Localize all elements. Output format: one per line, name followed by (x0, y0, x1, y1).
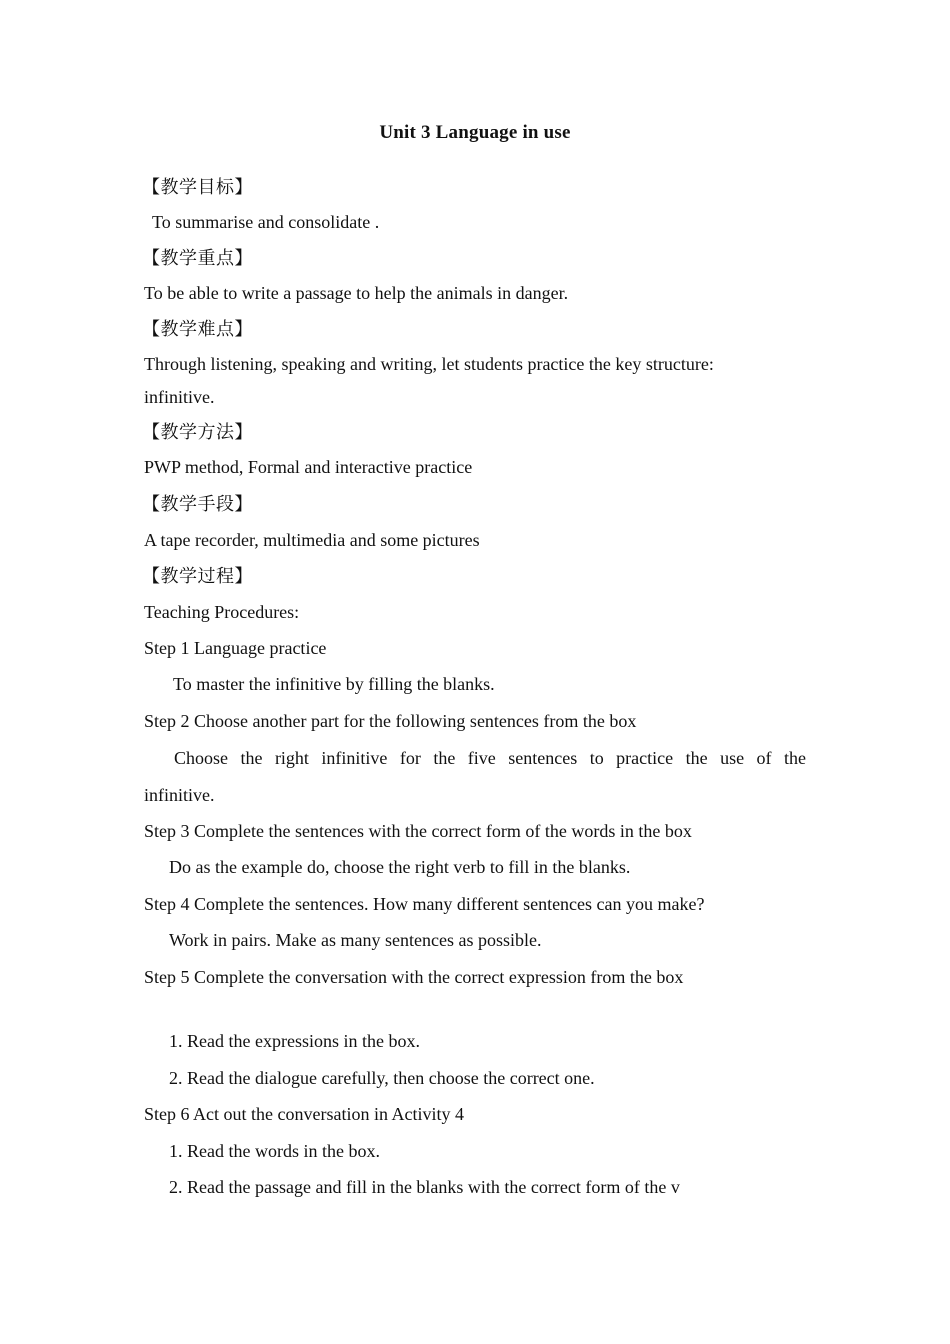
step-6-title: Step 6 Act out the conversation in Activity 4 (144, 1104, 464, 1124)
process-intro: Teaching Procedures: (144, 602, 300, 622)
step-2-detail-line-1: Choose the right infinitive for the five sentences to practice the use of the (174, 748, 806, 768)
step-6-item-2: 2. Read the passage and fill in the blanks with the correct form of the v (169, 1177, 680, 1197)
difficulties-text-line-2: infinitive. (144, 387, 215, 407)
step-4-title: Step 4 Complete the sentences. How many different sentences can you make? (144, 894, 705, 914)
process-heading: 【教学过程】 (142, 566, 253, 587)
step-1-title: Step 1 Language practice (144, 638, 327, 658)
methods-heading: 【教学方法】 (142, 422, 253, 443)
methods-text: PWP method, Formal and interactive practice (144, 457, 473, 477)
means-text: A tape recorder, multimedia and some pictures (144, 530, 480, 550)
step-5-title: Step 5 Complete the conversation with the correct expression from the box (144, 967, 684, 987)
step-2-title: Step 2 Choose another part for the following sentences from the box (144, 711, 637, 731)
difficulties-heading: 【教学难点】 (142, 319, 253, 340)
step-5-item-2: 2. Read the dialogue carefully, then choose the correct one. (169, 1068, 595, 1088)
key-points-heading: 【教学重点】 (142, 248, 253, 269)
step-1-detail: To master the infinitive by filling the blanks. (173, 674, 495, 694)
step-3-detail: Do as the example do, choose the right verb to fill in the blanks. (169, 857, 631, 877)
step-3-title: Step 3 Complete the sentences with the correct form of the words in the box (144, 821, 692, 841)
key-points-text: To be able to write a passage to help the animals in danger. (144, 283, 569, 303)
objectives-text: To summarise and consolidate . (152, 212, 380, 232)
page-title: Unit 3 Language in use (379, 122, 571, 143)
objectives-heading: 【教学目标】 (142, 177, 253, 198)
step-2-detail-line-2: infinitive. (144, 785, 215, 805)
means-heading: 【教学手段】 (142, 494, 253, 515)
difficulties-text-line-1: Through listening, speaking and writing, let students practice the key structure: (144, 354, 714, 374)
step-6-item-1: 1. Read the words in the box. (169, 1141, 380, 1161)
step-4-detail: Work in pairs. Make as many sentences as possible. (169, 930, 542, 950)
step-5-item-1: 1. Read the expressions in the box. (169, 1031, 420, 1051)
